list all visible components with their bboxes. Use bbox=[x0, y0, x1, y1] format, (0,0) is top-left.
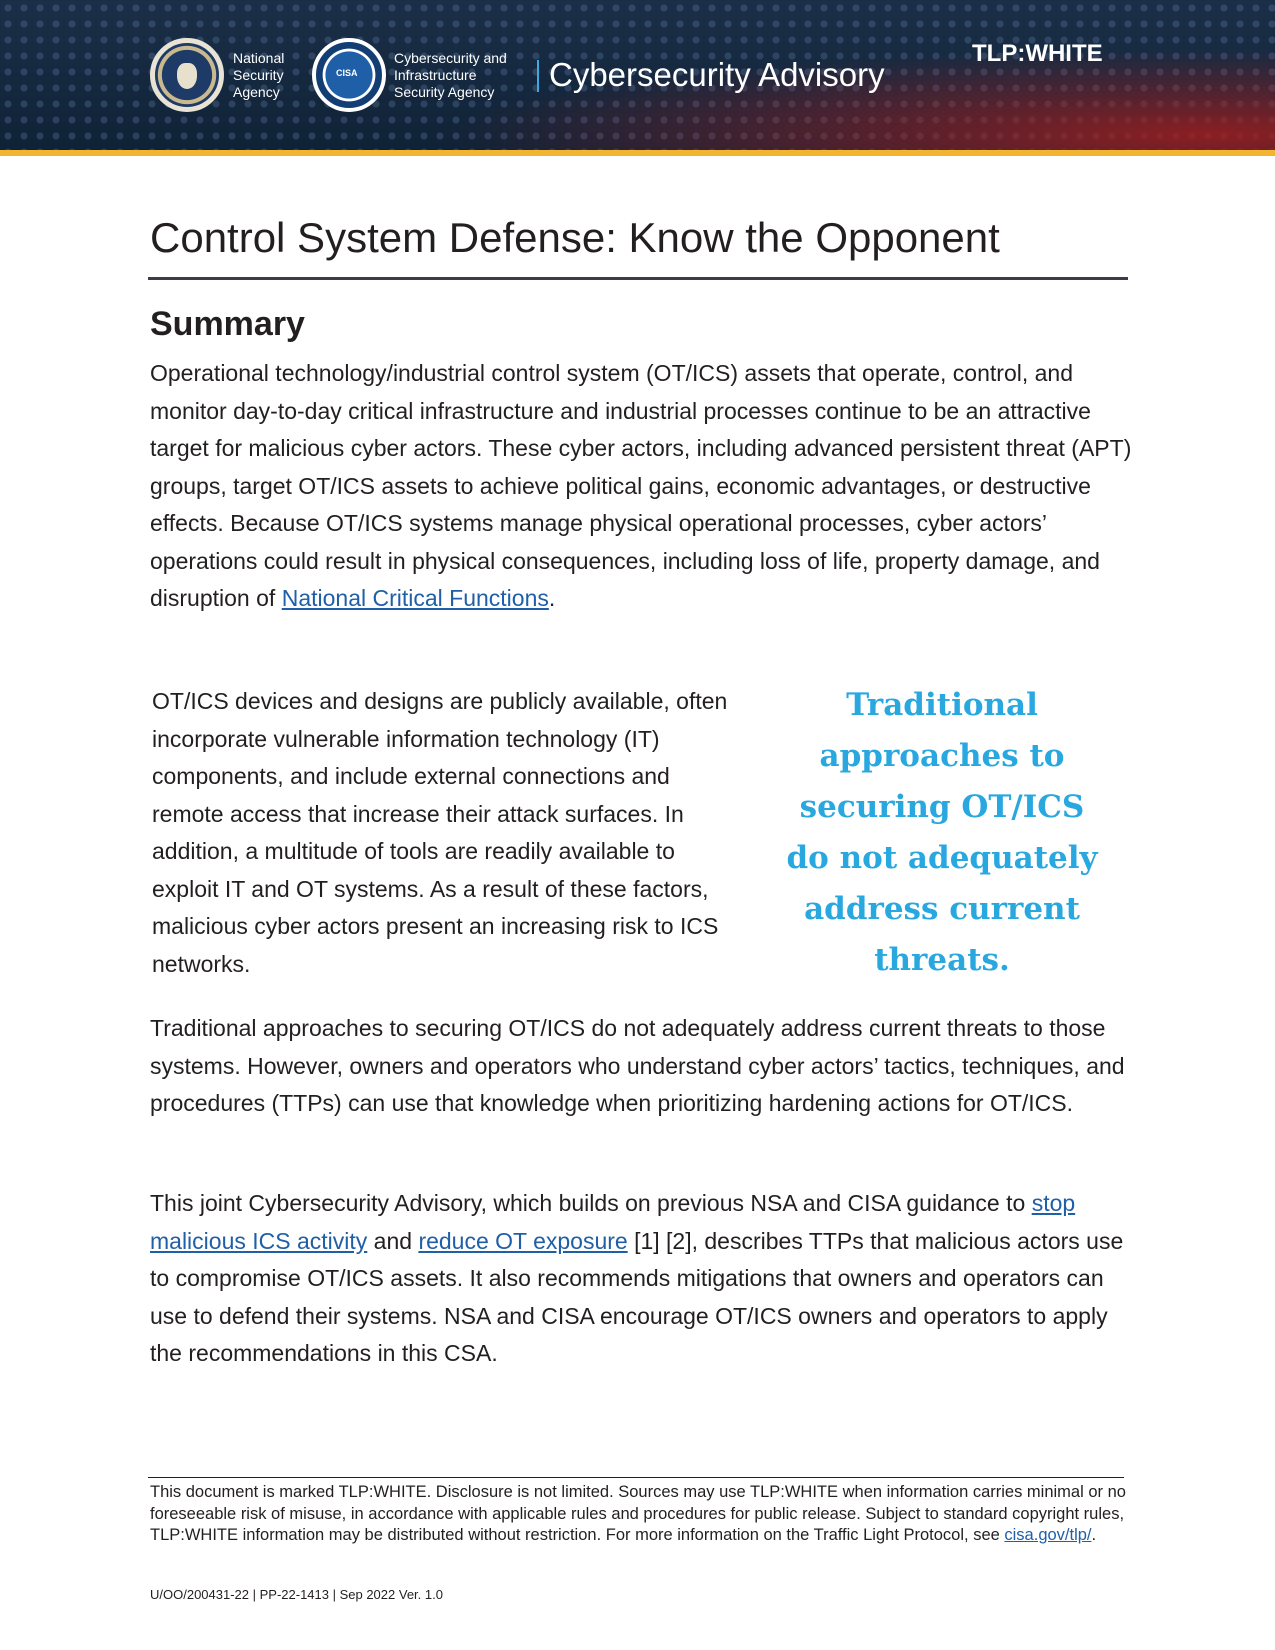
eagle-icon bbox=[177, 63, 197, 89]
national-critical-functions-link[interactable]: National Critical Functions bbox=[281, 585, 549, 611]
summary-paragraph-2: OT/ICS devices and designs are publicly available, often incorporate vulnerable information technology (IT) components, and include external connections and remote access that increase their attack surfaces. In addition, a multitude of tools are readily available to exploit IT and OT systems. As a result of these factors, malicious cyber actors present an increasing risk to ICS networks. bbox=[152, 688, 728, 977]
paragraph-text: Operational technology/industrial control system (OT/ICS) assets that operate, control, and monitor day-to-day critical infrastructure and industrial processes continue to be an attractive target for malicious cyber actors. These cyber actors, including advanced persistent threat (APT) groups, target OT/ICS assets to achieve political gains, economic advantages, or destructive effects. Because OT/ICS systems manage physical operational processes, cyber actors’ operations could result in physical consequences, including loss of life, property damage, and disruption of bbox=[150, 360, 1132, 611]
nsa-line: Security bbox=[233, 67, 284, 83]
footer-divider bbox=[148, 1477, 1124, 1478]
nsa-name bbox=[233, 50, 284, 101]
title-divider bbox=[148, 277, 1128, 280]
tlp-marking: TLP:WHITE bbox=[972, 40, 1103, 67]
pull-quote: Traditional approaches to securing OT/ICS do not adequately address current threats. bbox=[786, 687, 1098, 978]
cisa-line: Cybersecurity and bbox=[394, 50, 507, 66]
paragraph-end: . bbox=[548, 585, 556, 611]
tlp-disclaimer bbox=[150, 1482, 1135, 1547]
disclaimer-text: This document is marked TLP:WHITE. Disclosure is not limited. Sources may use TLP:WHITE when information carries minimal or no foreseeable risk of misuse, in accordance with applicable rules and procedures for public release. Subject to standard copyright rules, TLP:WHITE information may be distributed without restriction. For more information on the Traffic Light Protocol, see bbox=[150, 1483, 1126, 1544]
nsa-line: Agency bbox=[233, 84, 280, 100]
document-title: Control System Defense: Know the Opponent bbox=[150, 214, 1000, 261]
nsa-line: National bbox=[233, 50, 285, 66]
advisory-label: Cybersecurity Advisory bbox=[549, 56, 885, 93]
paragraph-text: and bbox=[367, 1227, 419, 1254]
cisa-tlp-link[interactable]: cisa.gov/tlp/ bbox=[1004, 1526, 1092, 1544]
header-divider bbox=[537, 60, 539, 92]
disclaimer-end: . bbox=[1091, 1526, 1097, 1544]
summary-paragraph-3: Traditional approaches to securing OT/ICS do not adequately address current threats to those systems. However, owners and operators who understand cyber actors’ tactics, techniques, and procedures (TTPs) can use that knowledge when prioritizing hardening actions for OT/ICS. bbox=[150, 1015, 1125, 1116]
cisa-seal-label: CISA bbox=[336, 68, 358, 78]
cisa-name bbox=[394, 50, 507, 101]
cisa-seal-icon bbox=[312, 38, 386, 112]
cisa-line: Security Agency bbox=[394, 84, 495, 100]
stop-malicious-ics-activity-link[interactable]: stop malicious ICS activity bbox=[150, 1190, 1076, 1254]
header-accent-stripe bbox=[0, 150, 1275, 156]
nsa-seal-icon bbox=[150, 38, 224, 112]
reduce-ot-exposure-link[interactable]: reduce OT exposure bbox=[418, 1227, 628, 1254]
document-id: U/OO/200431-22 | PP-22-1413 | Sep 2022 Ver. 1.0 bbox=[150, 1587, 443, 1602]
cisa-line: Infrastructure bbox=[394, 67, 477, 83]
paragraph-text: This joint Cybersecurity Advisory, which builds on previous NSA and CISA guidance to bbox=[150, 1190, 1032, 1216]
paragraph-text: [1] [2], describes TTPs that malicious actors use to compromise OT/ICS assets. It also recommends mitigations that owners and operators can use to defend their systems. NSA and CISA encourage OT/ICS owners and operators to apply the recommendations in this CSA. bbox=[150, 1227, 1124, 1366]
summary-paragraph-1 bbox=[150, 355, 1135, 618]
summary-paragraph-4 bbox=[150, 1185, 1140, 1373]
summary-heading: Summary bbox=[150, 305, 305, 343]
